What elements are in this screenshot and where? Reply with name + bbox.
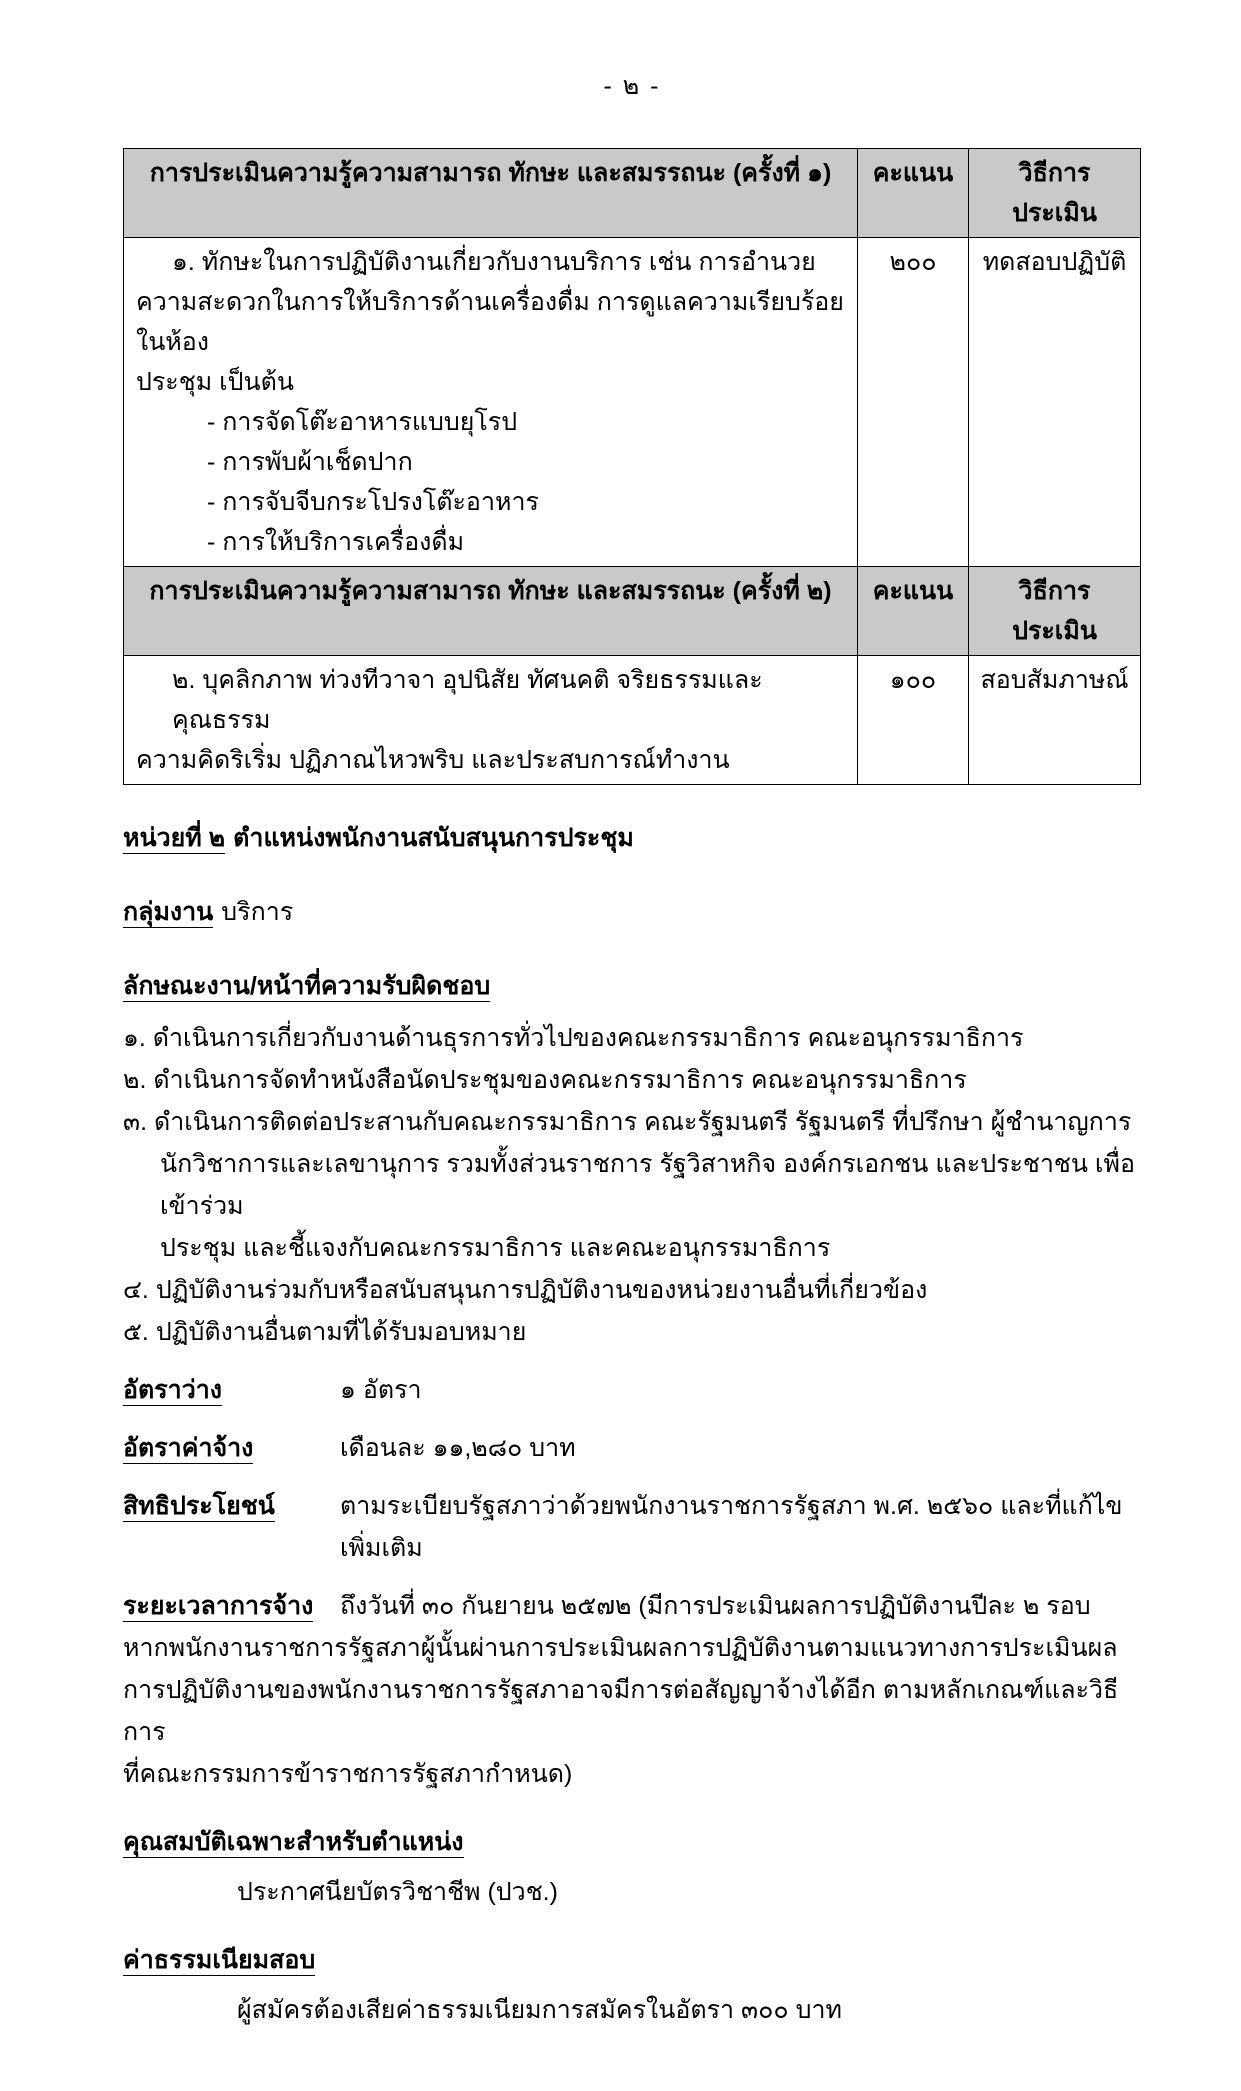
group-label: กลุ่มงาน bbox=[123, 898, 214, 926]
salary-value: เดือนละ ๑๑,๒๘๐ บาท bbox=[340, 1434, 576, 1462]
round2-item-line: ความคิดริเริ่ม ปฏิภาณไหวพริบ และประสบการณ์ทำงาน bbox=[136, 746, 730, 774]
benefits-row bbox=[123, 1485, 1141, 1569]
benefits-label: สิทธิประโยชน์ bbox=[123, 1492, 275, 1520]
benefits-value: ตามระเบียบรัฐสภาว่าด้วยพนักงานราชการรัฐสภา พ.ศ. ๒๕๖๐ และที่แก้ไขเพิ่มเติม bbox=[340, 1492, 1123, 1562]
round2-method-value: สอบสัมภาษณ์ bbox=[969, 656, 1141, 785]
round1-sub-item: - การพับผ้าเช็ดปาก bbox=[207, 448, 413, 476]
round1-item-cell bbox=[124, 238, 858, 567]
duration-line: การปฏิบัติงานของพนักงานราชการรัฐสภาอาจมีการต่อสัญญาจ้างได้อีก ตามหลักเกณฑ์และวิธีการ bbox=[123, 1676, 1119, 1746]
round2-title-header: การประเมินความรู้ความสามารถ ทักษะ และสมรรถนะ (ครั้งที่ ๒) bbox=[124, 567, 858, 656]
round1-sub-item: - การจัดโต๊ะอาหารแบบยุโรป bbox=[207, 408, 518, 436]
fee-heading bbox=[123, 1939, 1141, 1981]
round1-method-header: วิธีการประเมิน bbox=[969, 149, 1141, 238]
page-number: - ๒ - bbox=[603, 72, 661, 100]
duty-line: ๓. ดำเนินการติดต่อประสานกับคณะกรรมาธิการ คณะรัฐมนตรี รัฐมนตรี ที่ปรึกษา ผู้ชำนาญการ bbox=[123, 1108, 1132, 1136]
round2-score-header: คะแนน bbox=[858, 567, 969, 656]
qualification-value: ประกาศนียบัตรวิชาชีพ (ปวช.) bbox=[237, 1878, 558, 1906]
table-header-round2 bbox=[124, 567, 1141, 656]
round2-item-line: ๒. บุคลิกภาพ ท่วงทีวาจา อุปนิสัย ทัศนคติ จริยธรรมและคุณธรรม bbox=[172, 666, 763, 734]
duration-section bbox=[123, 1585, 1141, 1795]
duration-line: ถึงวันที่ ๓๐ กันยายน ๒๕๗๒ (มีการประเมินผลการปฏิบัติงานปีละ ๒ รอบ bbox=[340, 1592, 1091, 1620]
table-row-round2 bbox=[124, 656, 1141, 785]
round1-item-line: ๑. ทักษะในการปฏิบัติงานเกี่ยวกับงานบริการ เช่น การอำนวย bbox=[172, 248, 816, 276]
round2-score-value: ๑๐๐ bbox=[858, 656, 969, 785]
unit-heading bbox=[123, 817, 1141, 859]
duties-list bbox=[123, 1017, 1141, 1353]
assessment-table bbox=[123, 148, 1141, 785]
group-value: บริการ bbox=[221, 898, 294, 926]
round2-method-header: วิธีการประเมิน bbox=[969, 567, 1141, 656]
unit-label: หน่วยที่ ๒ bbox=[123, 824, 226, 852]
vacancy-label: อัตราว่าง bbox=[123, 1376, 222, 1404]
duration-label: ระยะเวลาการจ้าง bbox=[123, 1592, 314, 1620]
salary-row bbox=[123, 1427, 1141, 1469]
round2-item-cell bbox=[124, 656, 858, 785]
qualification-header-label: คุณสมบัติเฉพาะสำหรับตำแหน่ง bbox=[123, 1828, 464, 1856]
vacancy-value: ๑ อัตรา bbox=[340, 1376, 422, 1404]
round1-method-value: ทดสอบปฏิบัติ bbox=[969, 238, 1141, 567]
document-body bbox=[123, 817, 1141, 2031]
salary-label: อัตราค่าจ้าง bbox=[123, 1434, 254, 1462]
fee-header-label: ค่าธรรมเนียมสอบ bbox=[123, 1946, 316, 1974]
duty-line-continuation: นักวิชาการและเลขานุการ รวมทั้งส่วนราชการ รัฐวิสาหกิจ องค์กรเอกชน และประชาชน เพื่อเข้าร่วม bbox=[160, 1150, 1135, 1220]
duties-header-label: ลักษณะงาน/หน้าที่ความรับผิดชอบ bbox=[123, 972, 491, 1000]
fee-value: ผู้สมัครต้องเสียค่าธรรมเนียมการสมัครในอัตรา ๓๐๐ บาท bbox=[237, 1996, 842, 2024]
table-header-round1 bbox=[124, 149, 1141, 238]
round1-item-line: ความสะดวกในการให้บริการด้านเครื่องดื่ม การดูแลความเรียบร้อยในห้อง bbox=[136, 288, 844, 356]
round1-title-header: การประเมินความรู้ความสามารถ ทักษะ และสมรรถนะ (ครั้งที่ ๑) bbox=[124, 149, 858, 238]
round1-sub-item: - การจับจีบกระโปรงโต๊ะอาหาร bbox=[207, 488, 539, 516]
qualification-heading bbox=[123, 1821, 1141, 1863]
vacancy-row bbox=[123, 1369, 1141, 1411]
round1-score-value: ๒๐๐ bbox=[858, 238, 969, 567]
duration-line: ที่คณะกรรมการข้าราชการรัฐสภากำหนด) bbox=[123, 1760, 573, 1788]
duty-line: ๑. ดำเนินการเกี่ยวกับงานด้านธุรการทั่วไปของคณะกรรมาธิการ คณะอนุกรรมาธิการ bbox=[123, 1024, 1024, 1052]
table-row-round1 bbox=[124, 238, 1141, 567]
group-heading bbox=[123, 891, 1141, 933]
duty-line-continuation: ประชุม และชี้แจงกับคณะกรรมาธิการ และคณะอนุกรรมาธิการ bbox=[160, 1234, 831, 1262]
duration-line: หากพนักงานราชการรัฐสภาผู้นั้นผ่านการประเมินผลการปฏิบัติงานตามแนวทางการประเมินผล bbox=[123, 1634, 1118, 1662]
duty-line: ๕. ปฏิบัติงานอื่นตามที่ได้รับมอบหมาย bbox=[123, 1318, 527, 1346]
duties-heading bbox=[123, 965, 1141, 1007]
round1-score-header: คะแนน bbox=[858, 149, 969, 238]
duty-line: ๔. ปฏิบัติงานร่วมกับหรือสนับสนุนการปฏิบัติงานของหน่วยงานอื่นที่เกี่ยวข้อง bbox=[123, 1276, 928, 1304]
duty-line: ๒. ดำเนินการจัดทำหนังสือนัดประชุมของคณะกรรมาธิการ คณะอนุกรรมาธิการ bbox=[123, 1066, 967, 1094]
round1-item-line: ประชุม เป็นต้น bbox=[136, 368, 294, 396]
unit-title: ตำแหน่งพนักงานสนับสนุนการประชุม bbox=[233, 824, 634, 852]
round1-sub-item: - การให้บริการเครื่องดื่ม bbox=[207, 528, 465, 556]
